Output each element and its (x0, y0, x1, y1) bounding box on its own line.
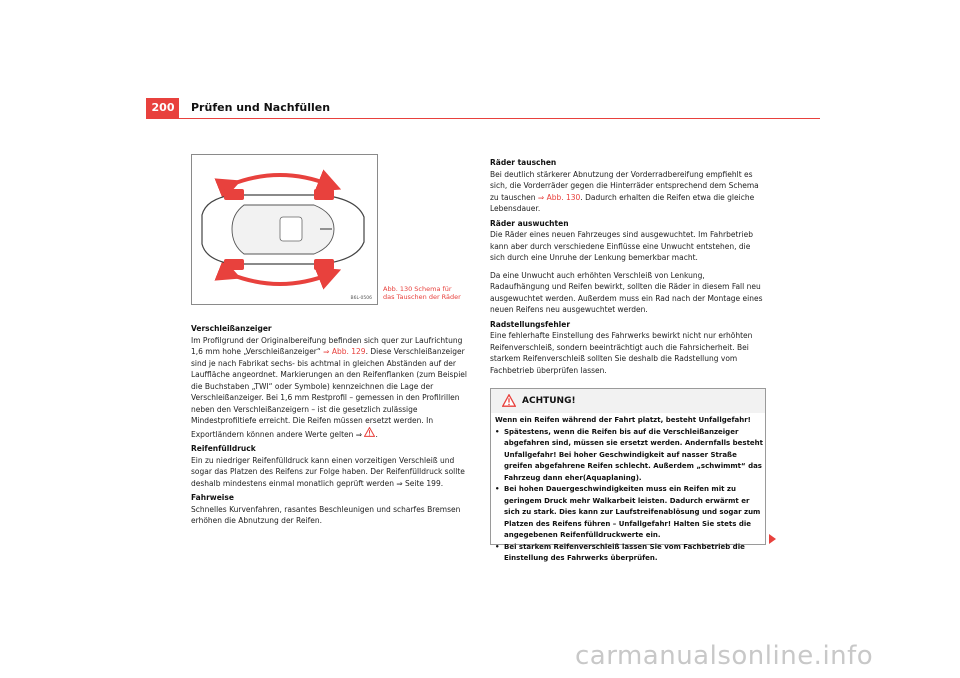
header-title: Prüfen und Nachfüllen (191, 101, 331, 114)
figure-code: B6L-0506 (350, 296, 372, 301)
paragraph-auswuchten-2: Da eine Unwucht auch erhöhten Verschleiß von Lenkung, Radaufhängung und Reifen bewirkt, sollten die Räder in diesem Fall neu ausgewuchtet werden. Außerdem muss ein Rad nach der Montage eines neuen Reifens neu ausgewuchtet werden. (490, 270, 763, 314)
paragraph-radstellungsfehler: Eine fehlerhafte Einstellung des Fahrwerks bewirkt nicht nur erhöhten Reifenverschleiß, sondern beeinträchtigt auch die Fahrsicherheit. Bei starkem Reifenverschleiß sollten Sie deshalb die Radstellung vom Fachbetrieb überprüfen lassen. (490, 331, 753, 375)
wheel-front-left (224, 189, 244, 200)
warning-header (491, 389, 765, 413)
warning-title: ACHTUNG! (522, 396, 576, 406)
heading-verschleissanzeiger: Verschleißanzeiger (191, 324, 272, 333)
wheel-front-right (224, 259, 244, 270)
heading-radstellungsfehler: Radstellungsfehler (490, 319, 571, 329)
sunroof (280, 217, 302, 241)
top-rotation-arrow (230, 175, 330, 185)
wheel-rear-left (314, 189, 334, 200)
paragraph-reifenfuelldruck: Ein zu niedriger Reifenfülldruck kann einen vorzeitigen Verschleiß und sogar das Platzen des Reifens zur Folge haben. Der Reifenfülldruck sollte deshalb mindestens einmal monatlich geprüft werden ⇒ Seite 199. (191, 455, 465, 488)
warning-triangle-icon (364, 430, 375, 439)
car-wheel-diagram (192, 155, 377, 304)
link-abb-130[interactable]: ⇒ Abb. 130 (537, 192, 581, 202)
warning-bullet-1: • Spätestens, wenn die Reifen bis auf die Verschleißanzeiger abgefahren sind, müssen sie ersetzt werden. Andernfalls besteht Unfallgefahr! Bei hoher Geschwindigkeit auf nasser Straße greifen abgefahrene Reifen schlecht. Außerdem „schwimmt“ das Fahrzeug dann eher(Aquaplaning). (495, 427, 763, 485)
wheel-rear-right (314, 259, 334, 270)
paragraph-fahrweise: Schnelles Kurvenfahren, rasantes Beschleunigen und scharfes Bremsen erhöhen die Abnutzung der Reifen. (191, 504, 461, 525)
left-column (191, 320, 467, 527)
paragraph-auswuchten-1: Die Räder eines neuen Fahrzeuges sind ausgewuchtet. Im Fahrbetrieb kann aber durch verschiedene Einflüsse eine Unwucht entstehen, die sich durch eine Unruhe der Lenkung bemerkbar macht. (490, 230, 753, 262)
link-abb-129[interactable]: ⇒ Abb. 129 (323, 347, 366, 356)
page-number: 200 (151, 101, 175, 114)
paragraph-verschleissanzeiger: Im Profilgrund der Originalbereifung befinden sich quer zur Laufrichtung 1,6 mm hohe „Verschleißanzeiger“ ⇒ Abb. 129. Diese Verschleißanzeiger sind je nach Fabrikat sechs- bis achtmal in gleichen Abständen auf der Lauffläche angeordnet. Markierungen an den Reifenflanken (zum Beispiel die Buchstaben „TWI“ oder Symbole) kennzeichnen die Lage der Verschleißanzeiger. Bei 1,6 mm Restprofil – gemessen in den Profilrillen neben den Verschleißanzeigern – ist die gesetzlich zulässige Mindestprofiltiefe erreicht. Die Reifen müssen ersetzt werden. In Exportländern können andere Werte gelten ⇒ . (191, 335, 467, 439)
warning-bullet-3: • Bei starkem Reifenverschleiß lassen Sie vom Fachbetrieb die Einstellung des Fahrwerks überprüfen. (495, 542, 763, 565)
right-column (490, 154, 766, 376)
bottom-rotation-arrow (230, 274, 330, 284)
figure-caption: Abb. 130 Schema für das Tauschen der Räder (383, 285, 461, 301)
wheel-rotation-figure (191, 154, 378, 305)
header-rule (146, 118, 820, 119)
warning-body (495, 415, 763, 565)
continue-arrow-icon (769, 534, 776, 544)
heading-raeder-tauschen: Räder tauschen (490, 158, 557, 167)
warning-box (490, 388, 766, 562)
watermark: carmanualsonline.info (575, 641, 874, 671)
heading-raeder-auswuchten: Räder auswuchten (490, 218, 569, 228)
heading-fahrweise: Fahrweise (191, 493, 234, 502)
heading-reifenfuelldruck: Reifenfülldruck (191, 444, 256, 453)
warning-bullet-2: • Bei hohen Dauergeschwindigkeiten muss ein Reifen mit zu geringem Druck mehr Walkarbeit leisten. Dadurch erwärmt er sich zu stark. Dies kann zur Laufstreifenablösung und sogar zum Platzen des Reifens führen – Unfallgefahr! Halten Sie stets die angegebenen Reifenfülldruckwerte ein. (495, 484, 763, 542)
paragraph-raeder-tauschen: Bei deutlich stärkerer Abnutzung der Vorderradbereifung empfiehlt es sich, die Vorderräder gegen die Hinterräder entsprechend dem Schema zu tauschen ⇒ Abb. 130. Dadurch erhalten die Reifen etwa die gleiche Lebensdauer. (490, 169, 759, 213)
warning-intro: Wenn ein Reifen während der Fahrt platzt, besteht Unfallgefahr! (495, 416, 751, 424)
warning-icon (502, 394, 516, 407)
